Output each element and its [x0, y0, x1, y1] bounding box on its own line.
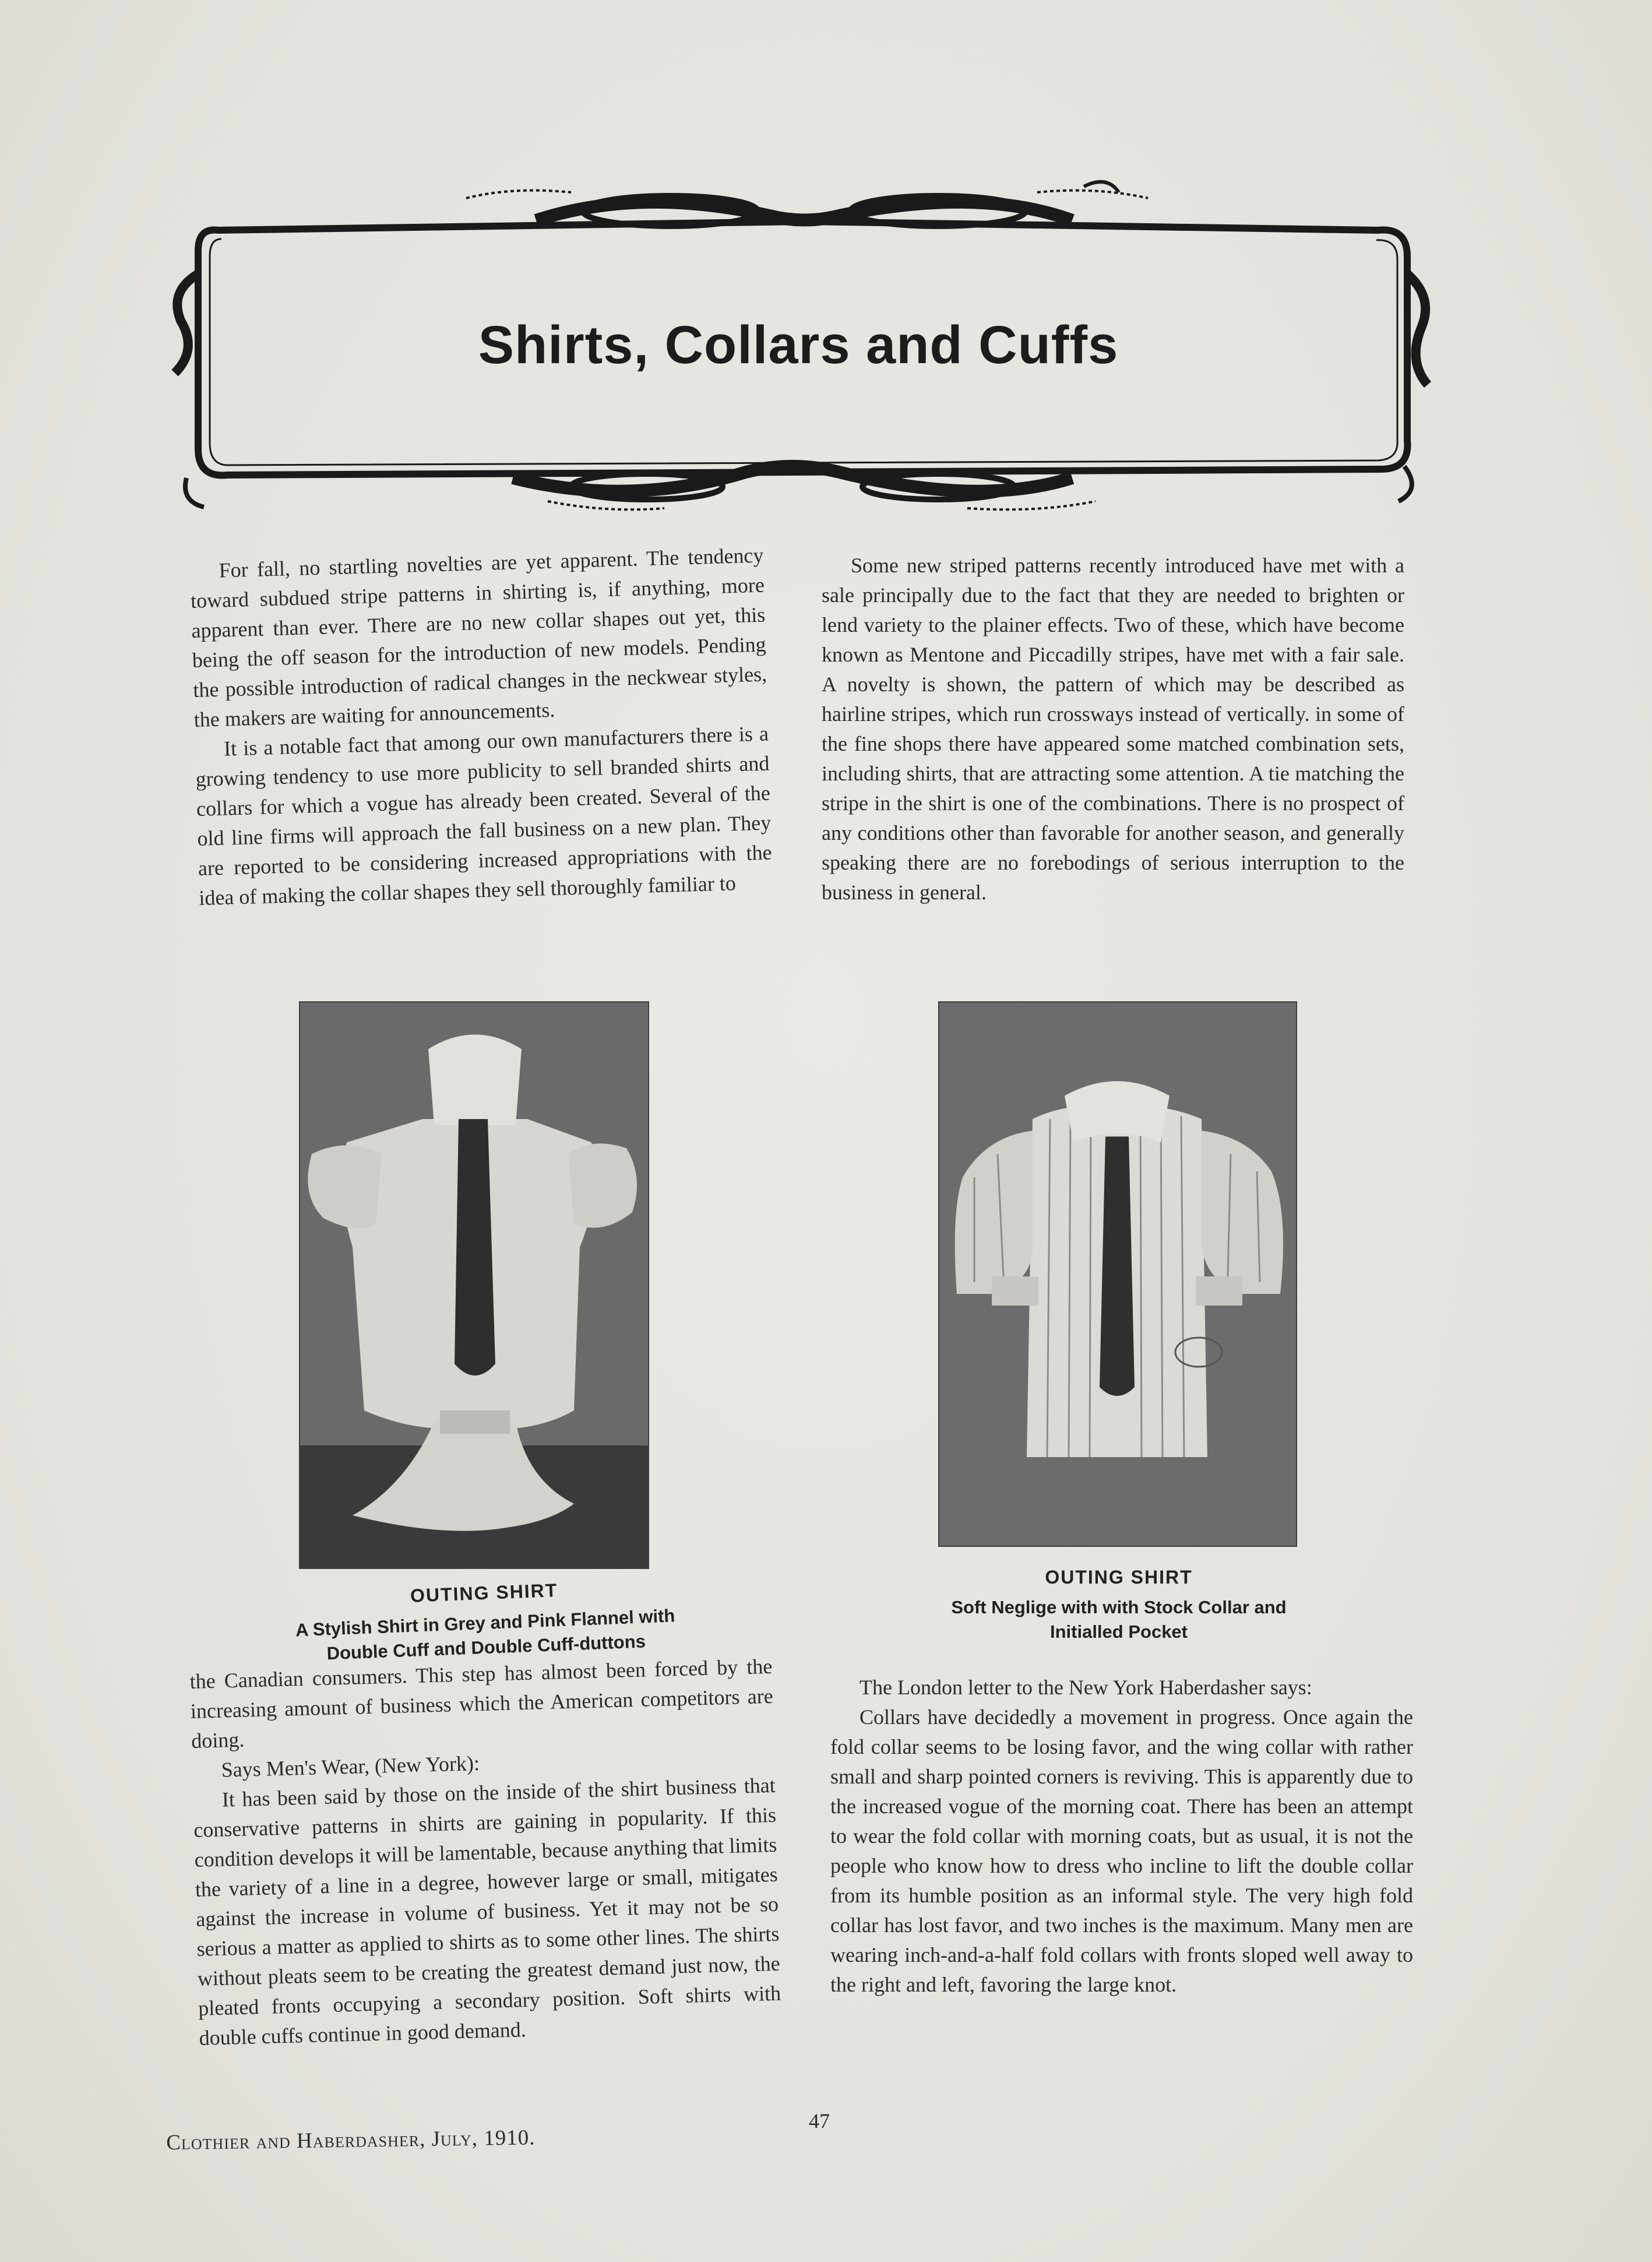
caption-description: Double Cuff and Double Cuff-duttons [326, 1631, 646, 1664]
caption-description: Initialled Pocket [1049, 1621, 1188, 1642]
paragraph: It is a notable fact that among our own manufacturers there is a growing tendency to use more publicity to sell branded shirts and collars for which a vogue has already been created. Several of the old line firms will approach the fall business on a new plan. They are reported to be considering increased appropriations with the idea of making the collar shapes they sell thoroughly familiar to [195, 722, 773, 910]
caption-right [862, 1567, 1375, 1644]
paragraph: Some new striped patterns recently introduced have met with a sale principally due to the fact that they are needed to brighten or lend variety to the plainer effects. Two of these, which have become known as Mentone and Piccadilly stripes, have met with a fair sale. A novelty is shown, the pattern of which may be described as hairline stripes, which run crossways instead of vertically. in some of the fine shops there have appeared some matched combination sets, including shirts, that are attracting some attention. A tie matching the stripe in the shirt is one of the combinations. There is no prospect of any conditions other than favorable for another season, and generally speaking there are no forebodings of serious interruption to the business in general. [822, 554, 1404, 904]
column-bottom-right [830, 1673, 1413, 2000]
caption-description: Soft Neglige with with Stock Collar and [951, 1597, 1287, 1617]
caption-description: A Stylish Shirt in Grey and Pink Flannel with [295, 1605, 675, 1641]
page-number: 47 [809, 2109, 830, 2133]
column-top-right [822, 551, 1404, 907]
paragraph: Says Men's Wear, (New York): [221, 1751, 480, 1782]
paragraph: It has been said by those on the inside of the shirt business that conservative patterns in shirts are gaining in popularity. If this condition develops it will be lamentable, because anything that limits the variety of a line in a degree, however large or small, mitigates against the increase in volume of business. Yet it may not be so serious a matter as applied to shirts as to some other lines. The shirts without pleats seem to be creating the greatest demand just now, the pleated fronts occupying a secondary position. Soft shirts with double cuffs continue in good demand. [193, 1773, 781, 2050]
column-bottom-left [189, 1652, 782, 2053]
paragraph: the Canadian consumers. This step has almost been forced by the increasing amount of business which the American competitors are doing. [189, 1654, 774, 1753]
caption-title: OUTING SHIRT [410, 1579, 558, 1606]
photo-outing-shirt-neglige [938, 1001, 1297, 1547]
publication-footer: Clothier and Haberdasher, July, 1910. [166, 2126, 536, 2155]
title-frame [163, 175, 1433, 525]
column-top-left [189, 540, 773, 913]
caption-title: OUTING SHIRT [1045, 1567, 1193, 1588]
paragraph: The London letter to the New York Haberdasher says: [860, 1676, 1312, 1699]
paragraph: Collars have decidedly a movement in progress. Once again the fold collar seems to be losing favor, and the wing collar with rather small and sharp pointed corners is reviving. This is apparently due to the increased vogue of the morning coat. There has been an attempt to wear the fold collar with morning coats, but as usual, it is not the people who know how to dress who incline to lift the double collar from its humble position as an informal style. The very high fold collar has lost favor, and two inches is the maximum. Many men are wearing inch-and-a-half fold collars with fronts sloped well away to the right and left, favoring the large knot. [830, 1705, 1413, 1996]
page-title: Shirts, Collars and Cuffs [478, 315, 1119, 375]
paragraph: For fall, no startling novelties are yet apparent. The tendency toward subdued stripe patterns in shirting is, if anything, more apparent than ever. There are no new collar shapes out yet, this being the off season for the introduction of new models. Pending the possible introduction of radical changes in the neckwear styles, the makers are waiting for announcements. [190, 543, 767, 731]
photo-outing-shirt-flannel [299, 1001, 649, 1569]
